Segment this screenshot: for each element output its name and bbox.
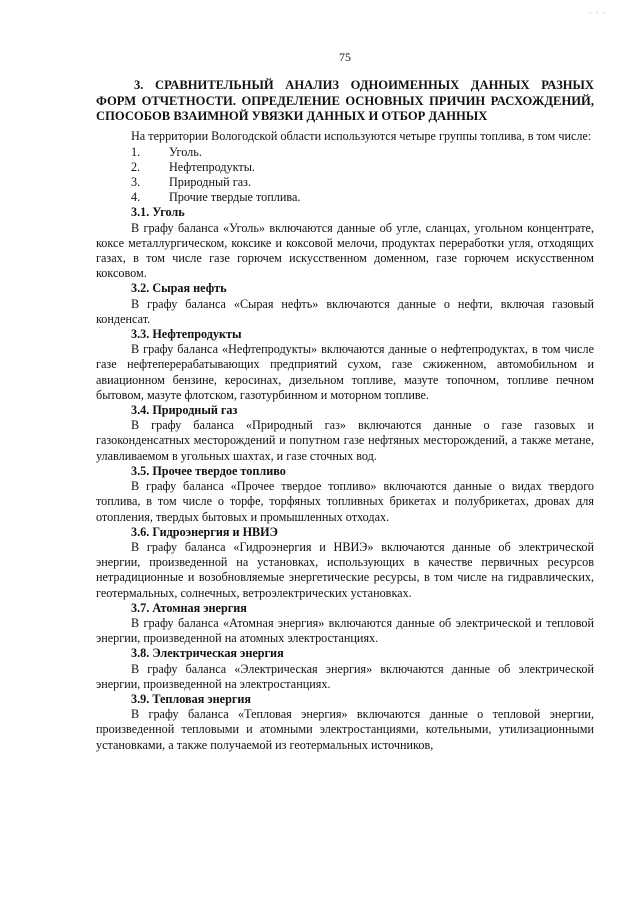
- section-heading-electric: 3.8. Электрическая энергия: [131, 646, 284, 661]
- section-text-electric: В графу баланса «Электрическая энергия» включаются данные об электрической энергии, произведенной на электростанциях.: [96, 661, 594, 691]
- section-heading-petroleum-products: 3.3. Нефтепродукты: [131, 327, 242, 342]
- list-item-number: 2.: [131, 159, 141, 174]
- corner-scan-mark: - - -: [589, 8, 606, 17]
- section-text-coal: В графу баланса «Уголь» включаются данные об угле, сланцах, угольном концентрате, коксе металлургическом, коксике и коксовой мелочи, продуктах переработки угля, отходящих газах, в том числе газе горючем искусственном доменном, газе горючем искусственном коксовом.: [96, 220, 594, 281]
- list-item-number: 1.: [131, 144, 141, 159]
- section-heading-thermal: 3.9. Тепловая энергия: [131, 691, 251, 706]
- section-heading-nuclear: 3.7. Атомная энергия: [131, 600, 247, 615]
- section-text-hydro-renewables: В графу баланса «Гидроэнергия и НВИЭ» включаются данные об электрической энергии, произведенной на установках, использующих в качестве первичных ресурсов нетрадиционные и возобновляемые энергетические ресурсы, в том числе на гидравлических, геотермальных, солнечных, ветроэлектрических установках.: [96, 539, 594, 600]
- list-item-text: Природный газ.: [169, 175, 252, 190]
- chapter-title: 3. СРАВНИТЕЛЬНЫЙ АНАЛИЗ ОДНОИМЕННЫХ ДАННЫХ РАЗНЫХ ФОРМ ОТЧЕТНОСТИ. ОПРЕДЕЛЕНИЕ ОСНОВНЫХ ПРИЧИН РАСХОЖДЕНИЙ, СПОСОБОВ ВЗАИМНОЙ УВЯЗКИ ДАННЫХ И ОТБОР ДАННЫХ: [96, 78, 594, 124]
- list-item-number: 3.: [131, 175, 141, 190]
- section-text-other-solid-fuel: В графу баланса «Прочее твердое топливо» включаются данные о видах твердого топлива, в том числе о торфе, торфяных топливных брикетах и полубрикетах, дровах для отопления, твердых бытовых и промышленных отходах.: [96, 479, 594, 524]
- list-item: [96, 160, 594, 175]
- fuel-groups-list: [96, 145, 594, 206]
- section-text-natural-gas: В графу баланса «Природный газ» включаются данные о газе газовых и газоконденсатных месторождений и попутном газе нефтяных месторождений, а также метане, улавливаемом в угольных шахтах, и газе сточных вод.: [96, 418, 594, 463]
- list-item: [96, 145, 594, 160]
- list-item: [96, 190, 594, 205]
- section-text-thermal: В графу баланса «Тепловая энергия» включаются данные о тепловой энергии, произведенной тепловыми и атомными электростанциями, котельными, утилизационными установками, а также получаемой из геотермальных источников,: [96, 707, 594, 752]
- intro-paragraph: На территории Вологодской области используются четыре группы топлива, в том числе:: [131, 129, 592, 144]
- section-text-petroleum-products: В графу баланса «Нефтепродукты» включаются данные о нефтепродуктах, в том числе газе нефтеперерабатывающих предприятий сухом, газе сжиженном, автомобильном и авиационном бензине, керосинах, дизельном топливе, мазуте топочном, топливе печном бытовом, мазуте флотском, газотурбинном и моторном топливе.: [96, 342, 594, 402]
- list-item: [96, 175, 594, 190]
- section-heading-hydro-renewables: 3.6. Гидроэнергия и НВИЭ: [131, 524, 278, 539]
- list-item-text: Прочие твердые топлива.: [169, 190, 301, 205]
- list-item-text: Нефтепродукты.: [169, 159, 255, 174]
- page-number: 75: [339, 50, 351, 64]
- section-heading-other-solid-fuel: 3.5. Прочее твердое топливо: [131, 463, 286, 478]
- document-page: [96, 50, 594, 753]
- section-heading-crude-oil: 3.2. Сырая нефть: [131, 281, 227, 296]
- section-text-crude-oil: В графу баланса «Сырая нефть» включаются данные о нефти, включая газовый конденсат.: [96, 296, 594, 326]
- section-heading-natural-gas: 3.4. Природный газ: [131, 403, 238, 418]
- section-heading-coal: 3.1. Уголь: [131, 205, 185, 220]
- list-item-number: 4.: [131, 190, 141, 205]
- section-text-nuclear: В графу баланса «Атомная энергия» включаются данные об электрической и тепловой энергии, произведенной на атомных электростанциях.: [96, 615, 594, 646]
- list-item-text: Уголь.: [169, 144, 202, 159]
